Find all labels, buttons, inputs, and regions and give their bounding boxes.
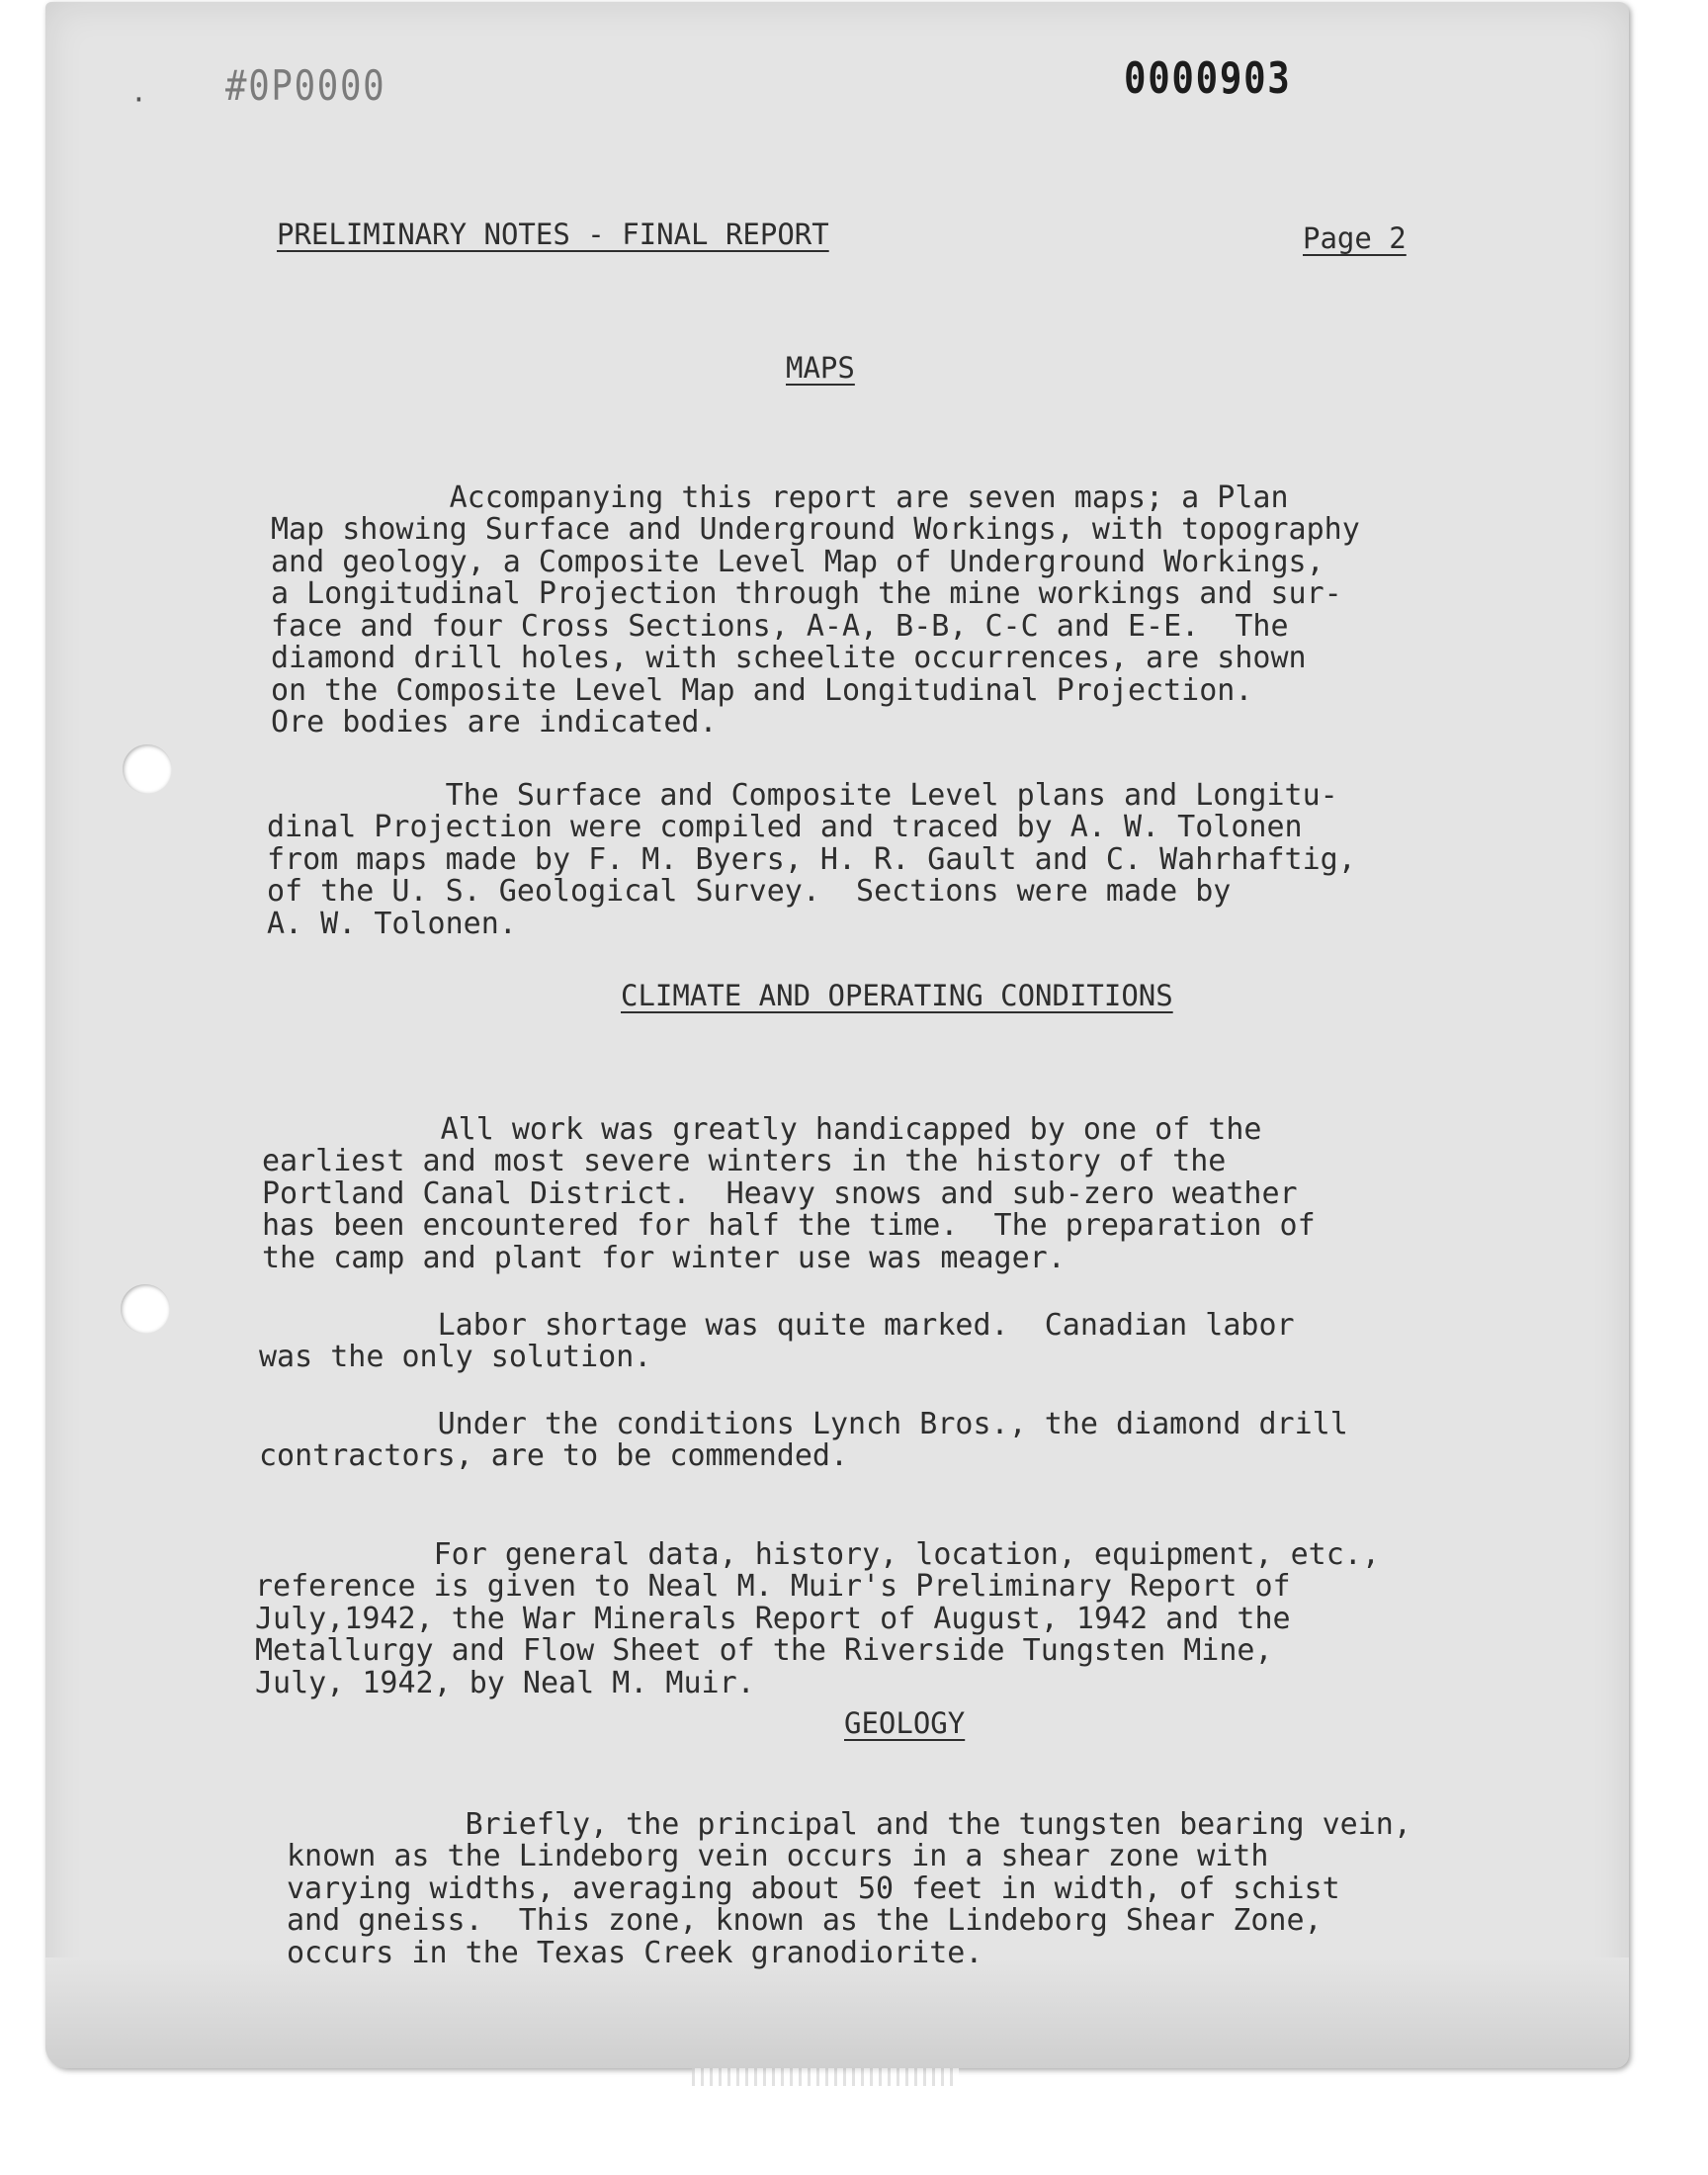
text-line: face and four Cross Sections, A-A, B-B, C-C and E-E. The xyxy=(271,608,1289,644)
text-line: was the only solution. xyxy=(259,1340,652,1374)
text-line: The Surface and Composite Level plans and Longitu- xyxy=(267,777,1338,813)
text-line: Labor shortage was quite marked. Canadian labor xyxy=(259,1307,1295,1343)
geology-paragraph-1 xyxy=(287,1777,1411,2002)
scan-edge-artifact xyxy=(692,2068,959,2086)
text-line: Metallurgy and Flow Sheet of the Riverside Tungsten Mine, xyxy=(255,1633,1273,1668)
text-line: from maps made by F. M. Byers, H. R. Gault and C. Wahrhaftig, xyxy=(267,841,1356,877)
stamp-left: #0P0000 xyxy=(225,61,386,110)
text-line: varying widths, averaging about 50 feet in width, of schist xyxy=(287,1870,1340,1906)
text-line: on the Composite Level Map and Longitudinal Projection. xyxy=(271,672,1253,708)
text-line: For general data, history, location, equipment, etc., xyxy=(255,1536,1380,1572)
climate-paragraph-1 xyxy=(262,1082,1316,1307)
text-line: a Longitudinal Projection through the mine workings and sur- xyxy=(271,576,1342,611)
text-line: and geology, a Composite Level Map of Underground Workings, xyxy=(271,544,1324,579)
punch-hole-bottom xyxy=(121,1284,170,1334)
text-line: Portland Canal District. Heavy snows and sub-zero weather xyxy=(262,1175,1298,1211)
text-line: Under the conditions Lynch Bros., the diamond drill xyxy=(259,1406,1348,1441)
scan-mark: · xyxy=(130,83,147,116)
section-heading-maps: MAPS xyxy=(786,351,855,385)
text-line: occurs in the Texas Creek granodiorite. xyxy=(287,1935,983,1970)
text-line: contractors, are to be commended. xyxy=(259,1438,849,1473)
text-line: diamond drill holes, with scheelite occurrences, are shown xyxy=(271,641,1307,675)
text-line: Briefly, the principal and the tungsten bearing vein, xyxy=(287,1806,1411,1842)
text-line: Accompanying this report are seven maps; a Plan xyxy=(271,479,1289,515)
punch-hole-top xyxy=(123,744,172,794)
text-line: Ore bodies are indicated. xyxy=(271,705,718,740)
report-title: PRELIMINARY NOTES - FINAL REPORT xyxy=(277,218,829,251)
text-line: of the U. S. Geological Survey. Sections were made by xyxy=(267,874,1232,909)
text-line: July,1942, the War Minerals Report of August, 1942 and the xyxy=(255,1601,1291,1636)
document-number-stamp: 0000903 xyxy=(1124,53,1292,104)
text-line: and gneiss. This zone, known as the Lindeborg Shear Zone, xyxy=(287,1903,1323,1938)
maps-paragraph-1 xyxy=(271,450,1360,771)
maps-paragraph-2 xyxy=(267,747,1356,973)
text-line: reference is given to Neal M. Muir's Preliminary Report of xyxy=(255,1569,1291,1604)
section-heading-geology: GEOLOGY xyxy=(844,1706,966,1740)
text-line: A. W. Tolonen. xyxy=(267,906,517,941)
page-number: Page 2 xyxy=(1303,221,1407,255)
text-line: Map showing Surface and Underground Workings, with topography xyxy=(271,512,1360,547)
text-line: known as the Lindeborg vein occurs in a shear zone with xyxy=(287,1839,1269,1873)
text-line: has been encountered for half the time. The preparation of xyxy=(262,1208,1316,1243)
document-sheet xyxy=(45,2,1629,2068)
text-line: All work was greatly handicapped by one of the xyxy=(262,1111,1262,1147)
section-heading-climate: CLIMATE AND OPERATING CONDITIONS xyxy=(621,979,1173,1012)
text-line: earliest and most severe winters in the history of the xyxy=(262,1144,1227,1178)
climate-paragraph-4 xyxy=(255,1507,1380,1732)
climate-paragraph-3 xyxy=(259,1376,1348,1505)
text-line: the camp and plant for winter use was meager. xyxy=(262,1240,1066,1275)
text-line: dinal Projection were compiled and traced by A. W. Tolonen xyxy=(267,810,1303,844)
text-line: July, 1942, by Neal M. Muir. xyxy=(255,1665,755,1700)
